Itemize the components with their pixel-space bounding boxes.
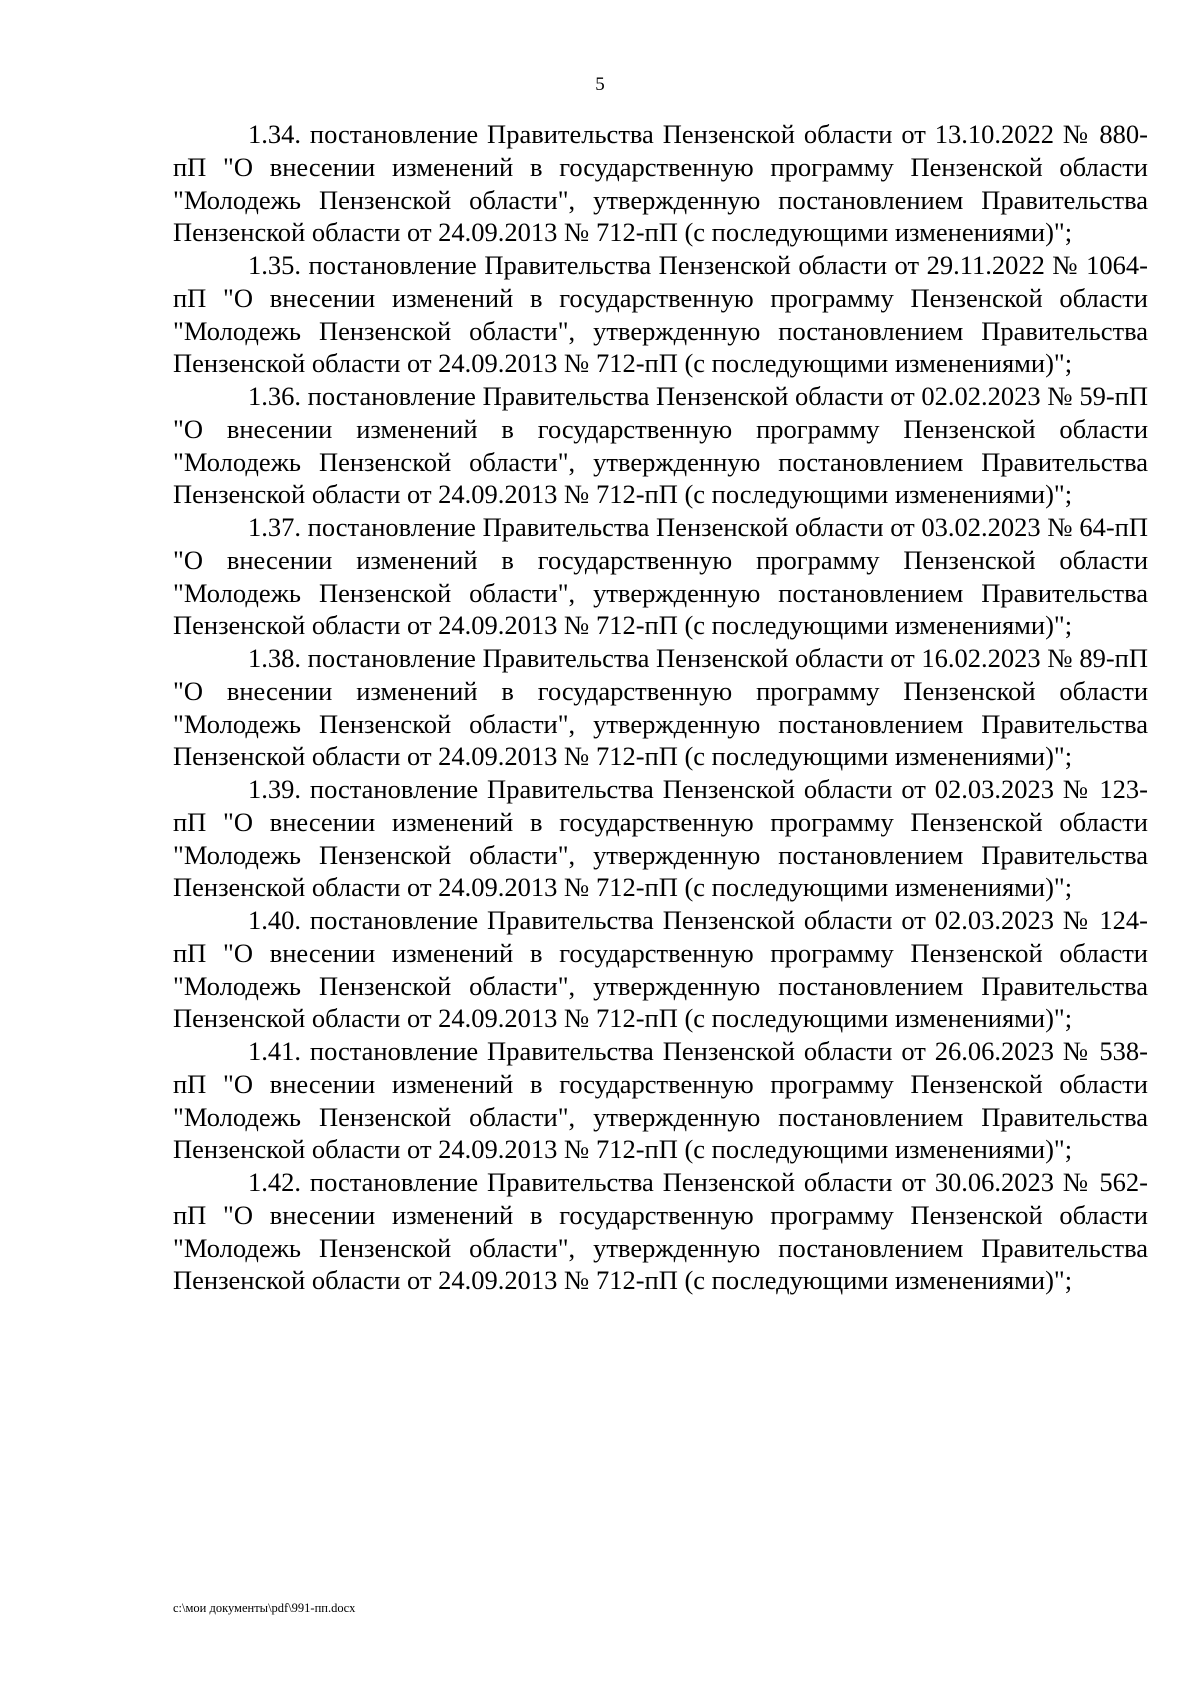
list-item-1-37: 1.37. постановление Правительства Пензенской области от 03.02.2023 № 64-пП "О внесении изменений в государственную программу Пензенской области "Молодежь Пензенской области", утвержденную постановлением Правительства Пензенской области от 24.09.2013 № 712-пП (с последующими изменениями)"; xyxy=(173,512,1148,641)
footer-file-path: c:\мои документы\pdf\991-пп.docx xyxy=(173,1601,356,1615)
list-item-1-40: 1.40. постановление Правительства Пензенской области от 02.03.2023 № 124-пП "О внесении изменений в государственную программу Пензенской области "Молодежь Пензенской области", утвержденную постановлением Правительства Пензенской области от 24.09.2013 № 712-пП (с последующими изменениями)"; xyxy=(173,905,1148,1034)
list-item-1-41: 1.41. постановление Правительства Пензенской области от 26.06.2023 № 538-пП "О внесении изменений в государственную программу Пензенской области "Молодежь Пензенской области", утвержденную постановлением Правительства Пензенской области от 24.09.2013 № 712-пП (с последующими изменениями)"; xyxy=(173,1036,1148,1165)
document-body xyxy=(173,118,1148,1297)
list-item-1-36: 1.36. постановление Правительства Пензенской области от 02.02.2023 № 59-пП "О внесении изменений в государственную программу Пензенской области "Молодежь Пензенской области", утвержденную постановлением Правительства Пензенской области от 24.09.2013 № 712-пП (с последующими изменениями)"; xyxy=(173,381,1148,510)
list-item-1-35: 1.35. постановление Правительства Пензенской области от 29.11.2022 № 1064-пП "О внесении изменений в государственную программу Пензенской области "Молодежь Пензенской области", утвержденную постановлением Правительства Пензенской области от 24.09.2013 № 712-пП (с последующими изменениями)"; xyxy=(173,250,1148,379)
list-item-1-38: 1.38. постановление Правительства Пензенской области от 16.02.2023 № 89-пП "О внесении изменений в государственную программу Пензенской области "Молодежь Пензенской области", утвержденную постановлением Правительства Пензенской области от 24.09.2013 № 712-пП (с последующими изменениями)"; xyxy=(173,643,1148,772)
list-item-1-39: 1.39. постановление Правительства Пензенской области от 02.03.2023 № 123-пП "О внесении изменений в государственную программу Пензенской области "Молодежь Пензенской области", утвержденную постановлением Правительства Пензенской области от 24.09.2013 № 712-пП (с последующими изменениями)"; xyxy=(173,774,1148,903)
list-item-1-42: 1.42. постановление Правительства Пензенской области от 30.06.2023 № 562-пП "О внесении изменений в государственную программу Пензенской области "Молодежь Пензенской области", утвержденную постановлением Правительства Пензенской области от 24.09.2013 № 712-пП (с последующими изменениями)"; xyxy=(173,1167,1148,1296)
page-number: 5 xyxy=(595,74,605,95)
list-item-1-34: 1.34. постановление Правительства Пензенской области от 13.10.2022 № 880-пП "О внесении изменений в государственную программу Пензенской области "Молодежь Пензенской области", утвержденную постановлением Правительства Пензенской области от 24.09.2013 № 712-пП (с последующими изменениями)"; xyxy=(173,119,1148,248)
